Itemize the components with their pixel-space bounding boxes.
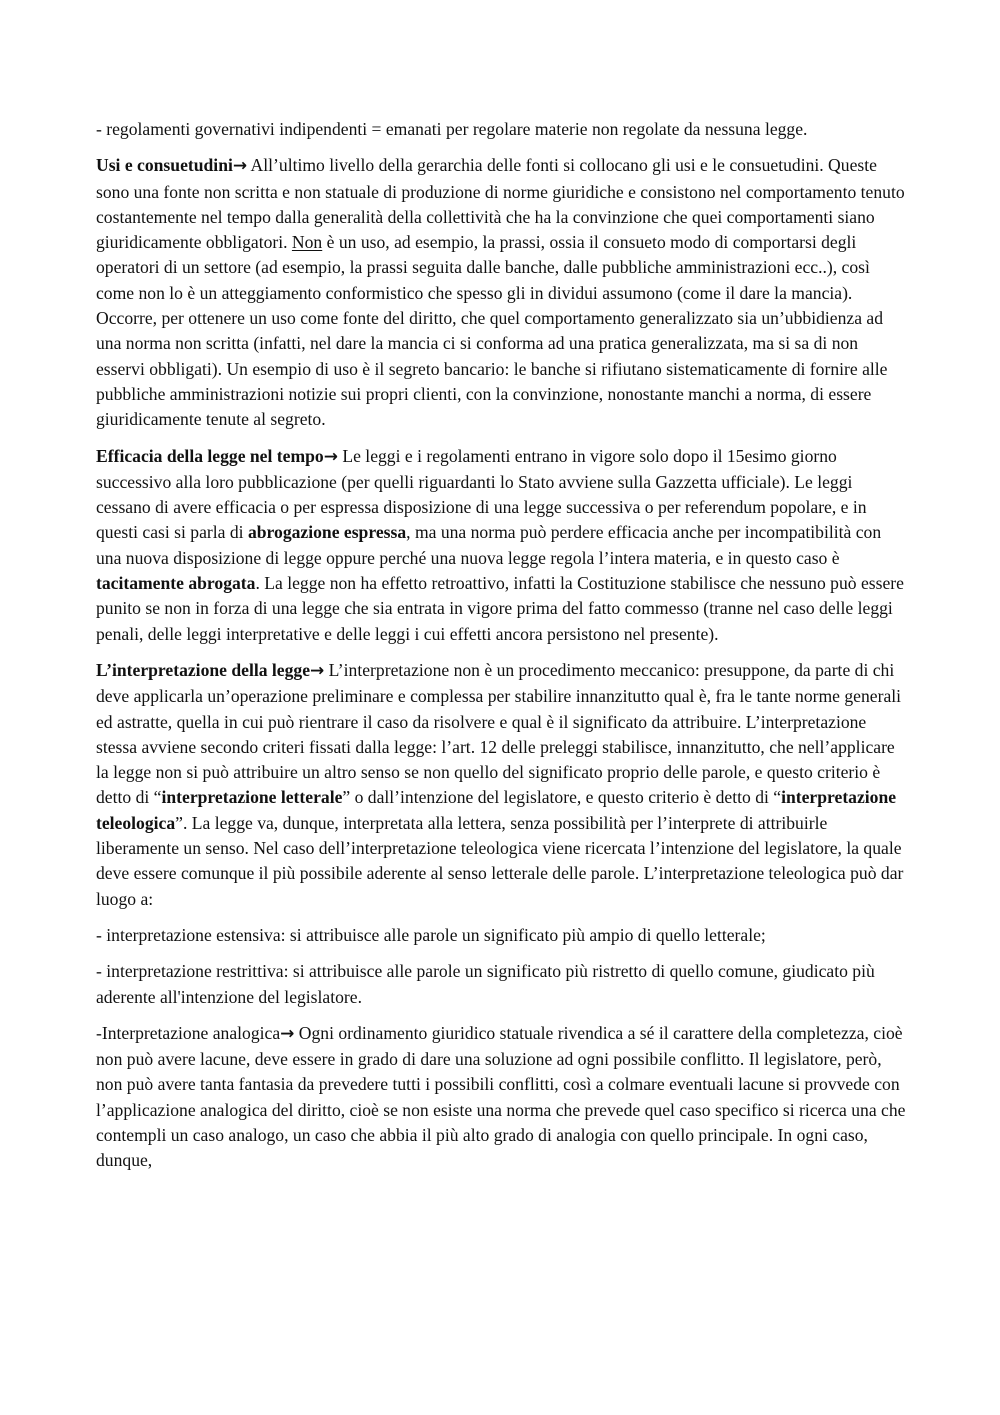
- paragraph-estensiva: [96, 923, 908, 948]
- paragraph-efficacia: [96, 444, 908, 647]
- paragraph-text: All’ultimo livello della gerarchia delle fonti si collocano gli usi e le consuetudini. Queste sono una fonte non scritta e non statuale di produzione di norme giuridiche e consistono nel comportamento tenuto costantemente nel tempo dalla generalità della collettività che ha la convinzione che quei comportamenti siano giuridicamente obbligatori.: [96, 155, 905, 253]
- bold-term: abrogazione espressa: [247, 522, 407, 543]
- section-heading: Efficacia della legge nel tempo: [96, 445, 324, 466]
- section-heading: -Interpretazione analogica: [96, 1022, 281, 1043]
- paragraph-text: , ma una norma può perdere efficacia anche per incompatibilità con una nuova disposizione di legge oppure perché una nuova legge regola l’intera materia, e in questo caso è: [96, 522, 882, 568]
- paragraph-restrittiva: [96, 959, 908, 1010]
- underlined-word: Non: [291, 232, 323, 253]
- paragraph-text: L’interpretazione non è un procedimento meccanico: presuppone, da parte di chi deve applicarla un’operazione preliminare e complessa per stabilire innanzitutto qual è, fra le tante norme generali ed astratte, quella in cui può rientrare il caso da risolvere e qual è il significato da attribuire. L’interpretazione stessa avviene secondo criteri fissati dalla legge: l’art. 12 delle preleggi stabilisce, innanzitutto, che nell’applicare la legge non si può attribuire un altro senso se non quello del significato proprio delle parole, e questo criterio è detto di “: [96, 659, 902, 808]
- paragraph-analogica: [96, 1021, 908, 1174]
- paragraph-usi-consuetudini: [96, 153, 908, 432]
- paragraph-text: ” o dall’intenzione del legislatore, e questo criterio è detto di “: [342, 787, 782, 808]
- section-heading: L’interpretazione della legge: [96, 659, 311, 680]
- paragraph-interpretazione: [96, 658, 908, 912]
- bold-term: interpretazione letterale: [161, 787, 343, 808]
- paragraph-text: ”. La legge va, dunque, interpretata alla lettera, senza possibilità per l’interprete di attribuirle liberamente un senso. Nel caso dell’interpretazione teleologica viene ricercata l’intenzione del legislatore, la quale deve essere comunque il più possibile aderente al senso letterale delle parole. L’interpretazione teleologica può dar luogo a:: [96, 812, 904, 909]
- paragraph-text: . La legge non ha effetto retroattivo, infatti la Costituzione stabilisce che nessuno può essere punito se non in forza di una legge che sia entrata in vigore prima del fatto commesso (tranne nel caso delle leggi penali, delle leggi interpretative e delle leggi i cui effetti ancora persistono nel presente).: [96, 573, 904, 644]
- paragraph-text: è un uso, ad esempio, la prassi, ossia il consueto modo di comportarsi degli operatori di un settore (ad esempio, la prassi seguita dalle banche, dalle pubbliche amministrazioni ecc..), così come non lo è un atteggiamento conformistico che spesso gli in dividui assumono (come il dare la mancia). Occorre, per ottenere un uso come fonte del diritto, che quel comportamento generalizzato sia un’ubbidienza ad una norma non scritta (infatti, nel dare la mancia ci si conforma ad una pratica generalizzata, ma si sa di non esservi obbligati). Un esempio di uso è il segreto bancario: le banche si rifiutano sistematicamente di fornire alle pubbliche amministrazioni notizie sui propri clienti, con la convinzione, nonostante manchi a norma, di essere giuridicamente tenute al segreto.: [96, 232, 888, 430]
- document-body: [96, 117, 908, 1185]
- right-arrow-icon: →: [323, 446, 338, 467]
- paragraph-text: - interpretazione restrittiva: si attribuisce alle parole un significato più ristretto di quello comune, giudicato più aderente all'intenzione del legislatore.: [96, 961, 875, 1007]
- bold-term: tacitamente abrogata: [96, 573, 256, 594]
- paragraph-text: Le leggi e i regolamenti entrano in vigore solo dopo il 15esimo giorno successivo alla loro pubblicazione (per quelli riguardanti lo Stato avviene sulla Gazzetta ufficiale). Le leggi cessano di avere efficacia o per espressa disposizione di una legge successiva o per referendum popolare, e in questi casi si parla di: [96, 445, 867, 543]
- paragraph-text: - interpretazione estensiva: si attribuisce alle parole un significato più ampio di quello letterale;: [96, 924, 766, 945]
- paragraph-text: - regolamenti governativi indipendenti = emanati per regolare materie non regolate da nessuna legge.: [96, 119, 808, 139]
- right-arrow-icon: →: [232, 156, 248, 177]
- right-arrow-icon: →: [280, 1023, 295, 1044]
- right-arrow-icon: →: [310, 660, 325, 681]
- section-heading: Usi e consuetudini: [96, 155, 233, 176]
- paragraph-text: Ogni ordinamento giuridico statuale rivendica a sé il carattere della completezza, cioè non può avere lacune, deve essere in grado di dare una soluzione ad ogni possibile conflitto. Il legislatore, però, non può avere tanta fantasia da prevedere tutti i possibili conflitti, così a colmare eventuali lacune si provvede con l’applicazione analogica del diritto, cioè se non esiste una norma che prevede quel caso specifico si ricerca una che contempli un caso analogo, un caso che abbia il più alto grado di analogia con quello principale. In ogni caso, dunque,: [96, 1022, 906, 1171]
- bold-term: interpretazione teleologica: [96, 787, 897, 833]
- paragraph-regolamenti: [96, 117, 908, 142]
